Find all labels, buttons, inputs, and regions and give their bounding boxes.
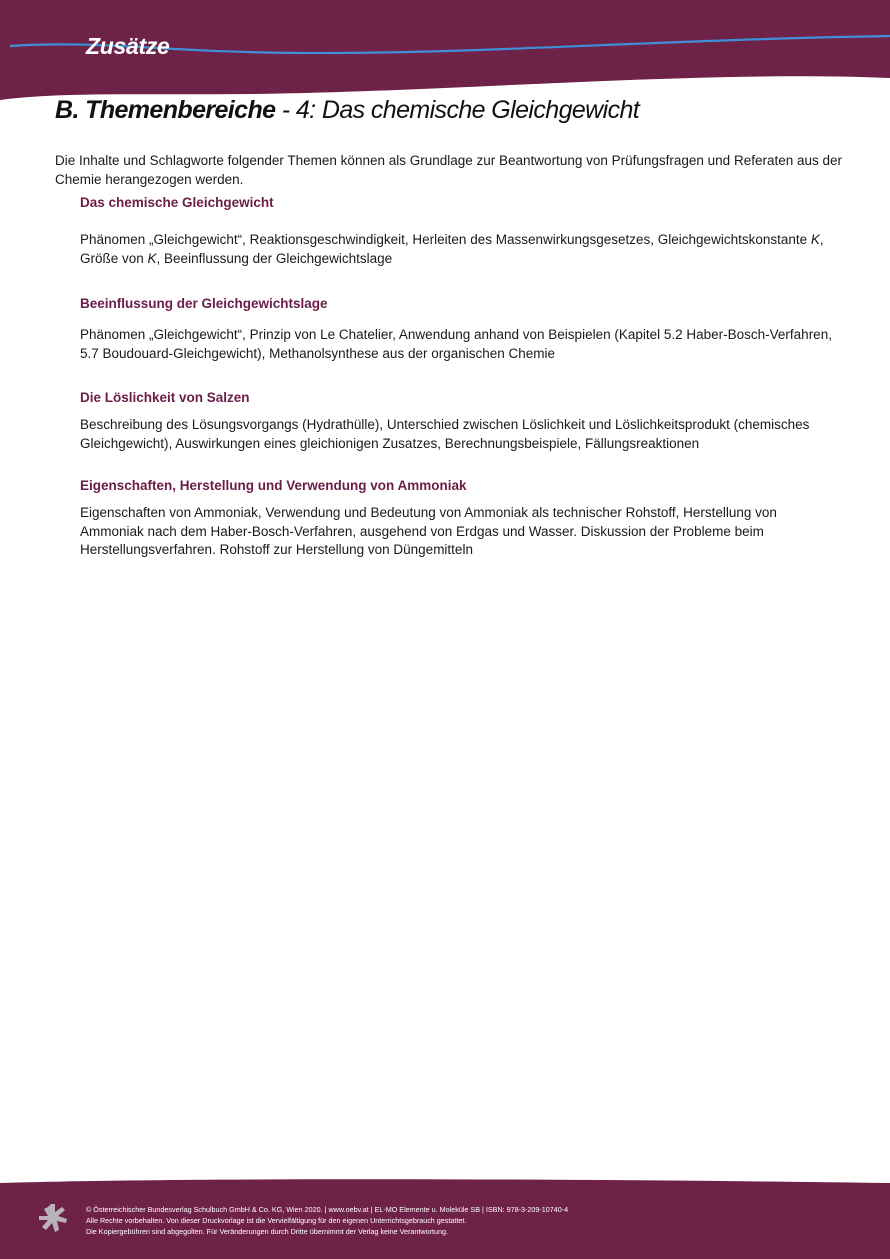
page-title-topic: Das chemische Gleichgewicht	[321, 96, 640, 124]
k-symbol: K	[147, 250, 157, 266]
section-title: Beeinflussung der Gleichgewichtslage	[80, 296, 328, 311]
footer-copyright	[86, 1204, 866, 1238]
section-text-part: , Größe von	[80, 232, 824, 266]
footer-line: Die Kopiergebühren sind abgegolten. Für Veränderungen durch Dritte übernimmt der Verlag keine Verantwortung.	[86, 1227, 448, 1237]
section-text: Phänomen „Gleichgewicht“, Prinzip von Le Chatelier, Anwendung anhand von Beispielen (Kapitel 5.2 Haber-Bosch-Verfahren, 5.7 Boudouard-Gleichgewicht), Methanolsynthese aus der organischen Chemie	[80, 327, 832, 361]
section-chemisches-gleichgewicht	[80, 194, 840, 268]
section-text: Eigenschaften von Ammoniak, Verwendung und Bedeutung von Ammoniak als technischer Rohstoff, Herstellung von Ammoniak nach dem Haber-Bosch-Verfahren, ausgehend von Erdgas und Wasser. Diskussion der Probleme beim Herstellungsverfahren. Rohstoff zur Herstellung von Düngemitteln	[80, 505, 777, 557]
section-title: Eigenschaften, Herstellung und Verwendung von Ammoniak	[80, 478, 467, 493]
k-symbol: K	[810, 232, 820, 247]
section-title: Das chemische Gleichgewicht	[80, 195, 274, 210]
footer-line: Alle Rechte vorbehalten. Von dieser Druckvorlage ist die Vervielfältigung für den eigenen Unterrichtsgebrauch gestattet.	[86, 1216, 467, 1226]
page-title-section: B. Themenbereiche	[55, 96, 276, 124]
header-title: Zusätze	[86, 33, 170, 59]
page-title-separator: - 4:	[275, 96, 322, 124]
page-title	[55, 96, 639, 125]
section-loeslichkeit	[80, 389, 840, 453]
section-text-part: Phänomen „Gleichgewicht“, Reaktionsgeschwindigkeit, Herleiten des Massenwirkungsgesetzes, Gleichgewichtskonstante	[80, 232, 811, 247]
section-beeinflussung	[80, 295, 840, 363]
oebv-logo-icon	[36, 1203, 70, 1238]
section-text	[80, 231, 840, 268]
header-band	[0, 0, 890, 105]
section-title: Die Löslichkeit von Salzen	[80, 390, 250, 405]
section-ammoniak	[80, 477, 840, 560]
section-text: Beschreibung des Lösungsvorgangs (Hydrathülle), Unterschied zwischen Löslichkeit und Löslichkeitsprodukt (chemisches Gleichgewicht), Auswirkungen eines gleichionigen Zusatzes, Berechnungsbeispiele, Fällungsreaktionen	[80, 417, 810, 451]
intro-paragraph: Die Inhalte und Schlagworte folgender Themen können als Grundlage zur Beantwortung von Prüfungsfragen und Referaten aus der Chemie herangezogen werden.	[55, 153, 843, 187]
section-text-part: , Beeinflussung der Gleichgewichtslage	[156, 250, 393, 266]
footer-line: © Österreichischer Bundesverlag Schulbuch GmbH & Co. KG, Wien 2020. | www.oebv.at | EL-MO Elemente u. Moleküle SB | ISBN: 978-3-209-10740-4	[86, 1205, 569, 1214]
